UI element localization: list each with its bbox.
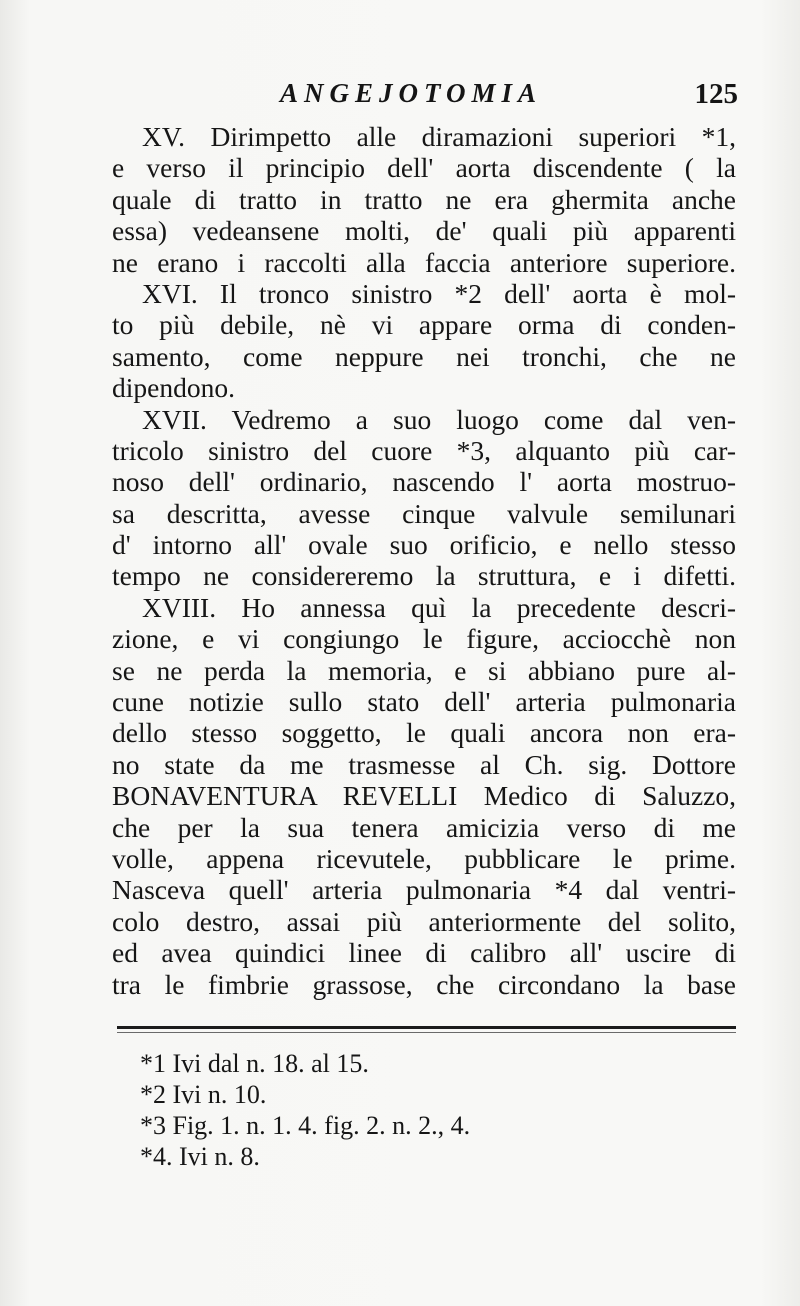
footnote: *3 Fig. 1. n. 1. 4. fig. 2. n. 2., 4. — [140, 1111, 471, 1140]
footnote: *1 Ivi dal n. 18. al 15. — [140, 1049, 369, 1078]
footnote-rule-thin — [117, 1032, 736, 1033]
text-line: tricolo sinistro del cuore *3, alquanto più car- — [112, 434, 736, 466]
text-line: quale di tratto in tratto ne era ghermita anche — [112, 183, 736, 215]
body-text — [112, 121, 736, 1000]
text-line: XVIII. Ho annessa quì la precedente descri- — [142, 591, 736, 623]
text-line: volle, appena ricevutele, pubblicare le prime. — [112, 842, 736, 874]
footnote: *2 Ivi n. 10. — [140, 1080, 267, 1109]
page-number: 125 — [694, 78, 738, 110]
text-line: samento, come neppure nei tronchi, che ne — [112, 340, 736, 372]
text-line: essa) vedeansene molti, de' quali più apparenti — [112, 215, 736, 247]
text-line: noso dell' ordinario, nascendo l' aorta mostruo- — [112, 466, 736, 498]
text-line: ed avea quindici linee di calibro all' uscire di — [112, 937, 736, 969]
text-line: che per la sua tenera amicizia verso di me — [112, 811, 736, 843]
text-line: no state da me trasmesse al Ch. sig. Dottore — [112, 748, 736, 780]
text-line: sa descritta, avesse cinque valvule semilunari — [112, 497, 736, 529]
text-line: ne erano i raccolti alla faccia anteriore superiore. — [112, 246, 736, 278]
text-line: tempo ne considereremo la struttura, e i difetti. — [112, 560, 736, 592]
text-line: se ne perda la memoria, e si abbiano pure al- — [112, 654, 736, 686]
text-line: zione, e vi congiungo le figure, acciocchè non — [112, 623, 736, 655]
text-line: XVI. Il tronco sinistro *2 dell' aorta è mol- — [142, 277, 736, 309]
text-line: to più debile, nè vi appare orma di conden- — [112, 309, 736, 341]
text-line: tra le fimbrie grassose, che circondano la base — [112, 968, 736, 1000]
text-line: cune notizie sullo stato dell' arteria pulmonaria — [112, 686, 736, 718]
text-line: dello stesso soggetto, le quali ancora non era- — [112, 717, 736, 749]
text-line: colo destro, assai più anteriormente del solito, — [112, 905, 736, 937]
footnotes — [140, 1048, 700, 1172]
text-line: XVII. Vedremo a suo luogo come dal ven- — [142, 403, 736, 435]
page-header — [110, 78, 738, 118]
footnote: *4. Ivi n. 8. — [140, 1142, 260, 1171]
text-line: BONAVENTURA REVELLI Medico di Saluzzo, — [112, 780, 736, 812]
footnote-rule — [117, 1026, 736, 1029]
text-line: XV. Dirimpetto alle diramazioni superiori *1, — [142, 121, 736, 152]
text-line: dipendono. — [112, 372, 235, 404]
text-line: d' intorno all' ovale suo orificio, e nello stesso — [112, 529, 736, 561]
running-title: ANGEJOTOMIA — [280, 78, 543, 108]
text-line: Nasceva quell' arteria pulmonaria *4 dal ventri- — [112, 874, 736, 906]
text-line: e verso il principio dell' aorta discendente ( la — [112, 152, 736, 184]
